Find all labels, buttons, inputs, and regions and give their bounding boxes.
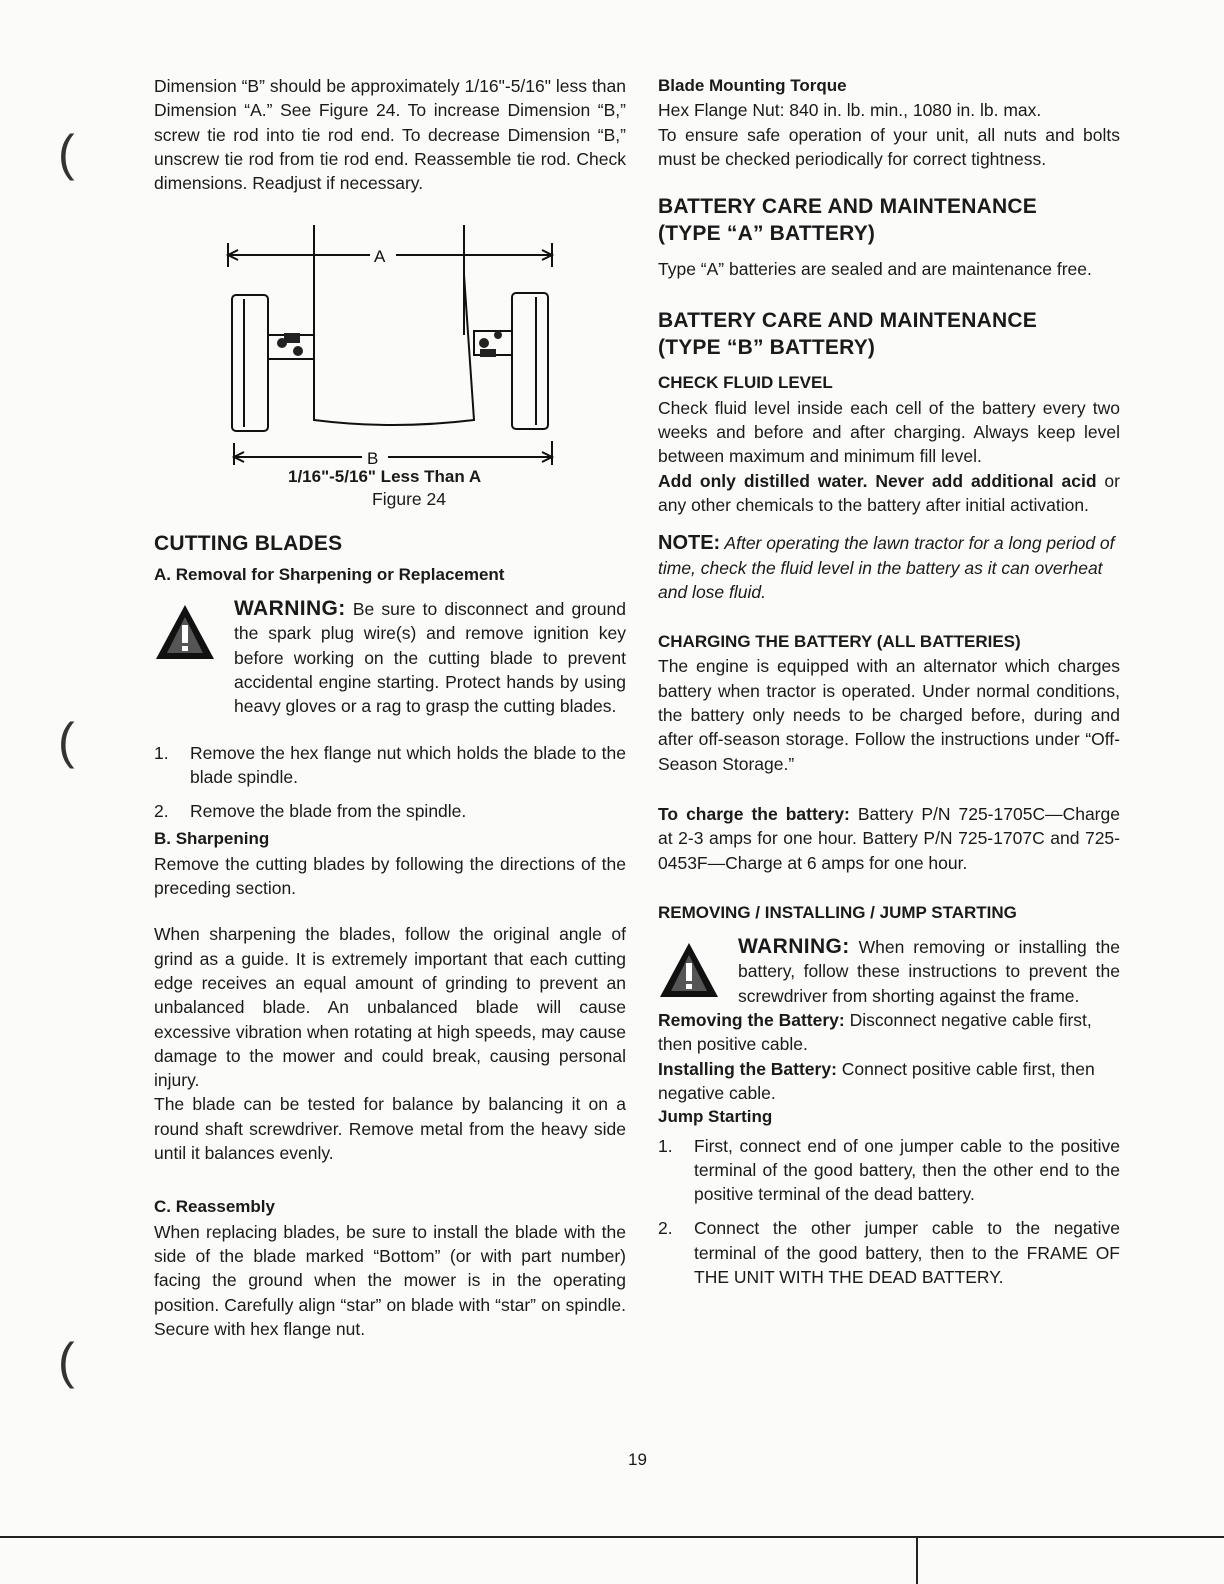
figure-caption: 1/16"-5/16" Less Than A [288,467,482,487]
list-item: 1. Remove the hex flange nut which holds the blade to the blade spindle. [154,742,626,787]
figure-label: Figure 24 [372,489,446,510]
warning-text: WARNING: Be sure to disconnect and ground the spark plug wire(s) and remove ignition key before working on the cutting blade to prevent accidental engine starting. Protect hands by using heavy gloves or a rag to grasp the cutting blades. [234,597,626,717]
footer-divider [916,1538,918,1584]
note-word: NOTE: [658,532,721,555]
removal-heading: A. Removal for Sharpening or Replacement [154,564,505,584]
fluid-text: Check fluid level inside each cell of the battery every two weeks and before and after charging. Always keep level between maximum and minimum fill level. [658,397,1120,467]
removing-heading: REMOVING / INSTALLING / JUMP STARTING [658,902,1017,922]
page-number: 19 [628,1450,647,1469]
note: NOTE: After operating the lawn tractor for a long period of time, check the fluid level in the battery as it can overheat and lose fluid. [658,532,1115,602]
removing-battery: Removing the Battery: Disconnect negative cable first, then positive cable. [658,1010,1092,1055]
jump-heading: Jump Starting [658,1107,773,1127]
installing-battery: Installing the Battery: Connect positive cable first, then negative cable. [658,1058,1095,1103]
list-item: 2. Connect the other jumper cable to the negative terminal of the good battery, then to the FRAME OF THE UNIT WITH THE DEAD BATTERY. [658,1218,1120,1287]
sharpening-text: Remove the cutting blades by following the directions of the preceding section. [154,853,626,899]
warning-triangle-icon [658,935,738,1008]
jump-steps [658,1134,1120,1290]
footer-rule [0,1536,1224,1538]
dimension-b-label: B [367,449,379,466]
left-column [154,74,626,1341]
warning-block [154,597,626,718]
dimension-a-label: A [374,247,386,267]
sharpening-paragraph: When sharpening the blades, follow the original angle of grind as a guide. It is extremely important that each cutting edge receives an equal amount of grinding to prevent an unbalanced blade. An unbalanced blade will cause excessive vibration when rotating at high speeds, may cause damage to the mower and could break, causing personal injury. [154,924,626,1091]
charge-instructions: To charge the battery: Battery P/N 725-1705C—Charge at 2-3 amps for one hour. Battery P/N 725-1707C and 725-0453F—Charge at 6 amps for one hour. [658,803,1120,873]
binding-mark: ( [58,713,75,769]
cutting-blades-heading: CUTTING BLADES [154,531,343,555]
torque-text: To ensure safe operation of your unit, all nuts and bolts must be checked periodically for correct tightness. [658,124,1120,169]
reassembly-heading: C. Reassembly [154,1197,275,1217]
warning-triangle-icon [154,597,234,718]
battery-b-heading: BATTERY CARE AND MAINTENANCE (TYPE “B” BATTERY) [658,309,1037,360]
binding-mark: ( [58,1333,75,1389]
warning-word: WARNING: [234,597,346,621]
torque-value: Hex Flange Nut: 840 in. lb. min., 1080 in. lb. max. [658,100,1042,121]
charging-heading: CHARGING THE BATTERY (ALL BATTERIES) [658,632,1021,652]
battery-warning-block [658,935,1120,1008]
balance-paragraph: The blade can be tested for balance by balancing it on a round shaft screwdriver. Remove metal from the heavy side until it balances evenly. [154,1094,626,1164]
axle-dimension-diagram [222,215,562,465]
list-item: 1. First, connect end of one jumper cable to the positive terminal of the good battery, then the other end to the positive terminal of the dead battery. [658,1135,1120,1205]
figure-24 [154,215,626,487]
warning-word: WARNING: [738,935,850,959]
fluid-warning: Add only distilled water. Never add additional acid or any other chemicals to the battery after initial activation. [658,470,1120,515]
right-column [658,74,1120,1289]
battery-a-text: Type “A” batteries are sealed and are maintenance free. [658,259,1092,280]
binding-mark: ( [58,125,75,181]
sharpening-heading: B. Sharpening [154,829,270,849]
battery-a-heading: BATTERY CARE AND MAINTENANCE (TYPE “A” BATTERY) [658,195,1037,246]
list-item: 2. Remove the blade from the spindle. [154,801,467,822]
reassembly-text: When replacing blades, be sure to install the blade with the side of the blade marked “Bottom” (or with part number) facing the ground when the mower is in the operating position. Carefully align “star” on blade with “star” on spindle. Secure with hex flange nut. [154,1221,626,1339]
tie-rod-instructions: Dimension “B” should be approximately 1/16"-5/16" less than Dimension “A.” See Figure 24. To increase Dimension “B,” screw tie rod into tie rod end. To decrease Dimension “B,” unscrew tie rod from tie rod end. Reassemble tie rod. Check dimensions. Readjust if necessary. [154,76,626,194]
removal-steps [154,741,626,824]
charging-text: The engine is equipped with an alternator which charges battery when tractor is operated. Under normal conditions, the battery only needs to be charged before, during and after off-season storage. Follow the instructions under “Off-Season Storage.” [658,656,1120,774]
fluid-heading: CHECK FLUID LEVEL [658,373,833,393]
torque-heading: Blade Mounting Torque [658,76,847,95]
battery-warning-text: WARNING: When removing or installing the battery, follow these instructions to prevent the screwdriver from shorting against the frame. [738,935,1120,1006]
